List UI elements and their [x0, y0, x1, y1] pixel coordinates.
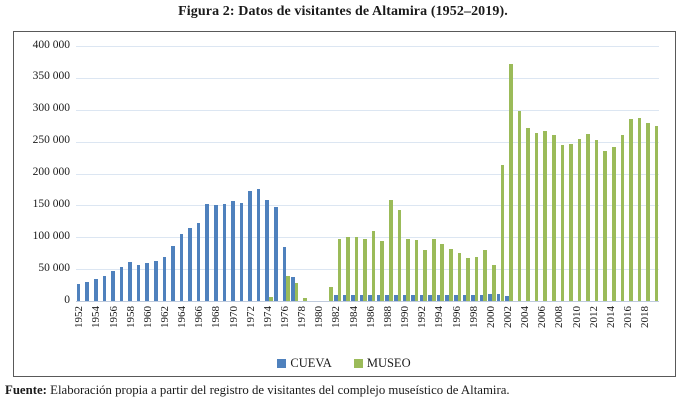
bar-cueva-1956 — [111, 271, 115, 301]
y-axis-label: 400 000 — [32, 38, 70, 51]
x-axis-label-2016: 2016 — [621, 306, 634, 328]
source-prefix: Fuente: — [5, 383, 47, 397]
bar-museo-2007 — [552, 135, 556, 301]
x-axis-label-1986: 1986 — [364, 306, 377, 328]
bar-museo-2008 — [561, 145, 565, 301]
x-axis-label-1978: 1978 — [296, 306, 309, 328]
x-axis-label-1970: 1970 — [227, 306, 240, 328]
x-axis-label-1956: 1956 — [107, 306, 120, 328]
gridline-250000 — [76, 142, 659, 143]
source-text: Elaboración propia a partir del registro de visitantes del complejo museístico de Altamira. — [46, 383, 510, 397]
bar-museo-1983 — [346, 237, 350, 301]
x-axis-label-2000: 2000 — [484, 306, 497, 328]
x-axis-label-1996: 1996 — [450, 306, 463, 328]
bar-museo-1976 — [286, 276, 290, 302]
bar-museo-2003 — [518, 111, 522, 301]
bar-cueva-1960 — [145, 263, 149, 301]
bar-cueva-1953 — [85, 282, 89, 301]
x-axis-label-2010: 2010 — [570, 306, 583, 328]
bar-museo-1986 — [372, 231, 376, 301]
x-axis-label-2012: 2012 — [587, 306, 600, 328]
bar-museo-2013 — [603, 151, 607, 301]
bar-museo-2005 — [535, 133, 539, 301]
bar-museo-2010 — [578, 139, 582, 301]
bar-museo-1995 — [449, 249, 453, 301]
x-axis-label-1964: 1964 — [176, 306, 189, 328]
bar-museo-1989 — [398, 210, 402, 301]
bar-museo-2001 — [501, 165, 505, 301]
bar-museo-2018 — [646, 123, 650, 302]
bar-cueva-1971 — [240, 203, 244, 301]
x-axis-line — [76, 301, 659, 302]
y-axis-label: 50 000 — [38, 261, 70, 274]
x-axis-label-2008: 2008 — [553, 306, 566, 328]
y-axis-label: 200 000 — [32, 166, 70, 178]
x-axis-label-1976: 1976 — [279, 306, 292, 328]
y-axis-label: 150 000 — [32, 197, 70, 210]
bar-museo-2015 — [621, 135, 625, 301]
legend-label-cueva: CUEVA — [290, 356, 332, 370]
bar-museo-1974 — [269, 297, 273, 301]
bar-museo-2002 — [509, 64, 513, 301]
x-axis-label-1952: 1952 — [73, 306, 86, 328]
y-axis-label: 350 000 — [32, 70, 70, 83]
bar-cueva-1962 — [163, 257, 167, 301]
x-axis-label-1972: 1972 — [244, 306, 257, 328]
x-axis-label-1968: 1968 — [210, 306, 223, 328]
bar-museo-1981 — [329, 287, 333, 301]
source-note — [5, 383, 681, 398]
bar-museo-1996 — [458, 253, 462, 301]
bar-museo-2016 — [629, 119, 633, 301]
x-axis-label-2014: 2014 — [604, 306, 617, 328]
bar-cueva-1974 — [265, 200, 269, 301]
bar-museo-1987 — [380, 241, 384, 301]
figure-title: Figura 2: Datos de visitantes de Altamira (1952–2019). — [178, 4, 508, 19]
legend — [14, 354, 674, 372]
x-axis-label-1990: 1990 — [399, 306, 412, 328]
bar-cueva-1955 — [103, 276, 107, 302]
museo-color-swatch — [354, 359, 363, 368]
x-axis-label-1998: 1998 — [467, 306, 480, 328]
bar-museo-1985 — [363, 239, 367, 301]
bar-cueva-1952 — [77, 284, 81, 301]
bar-museo-2009 — [569, 144, 573, 301]
x-axis-label-1994: 1994 — [433, 306, 446, 328]
bar-cueva-1973 — [257, 189, 261, 301]
bar-museo-2004 — [526, 128, 530, 301]
bar-museo-2006 — [543, 131, 547, 301]
x-axis-label-1962: 1962 — [159, 306, 172, 328]
bar-museo-1990 — [406, 239, 410, 301]
bar-museo-1998 — [475, 257, 479, 301]
x-axis-label-1980: 1980 — [313, 306, 326, 328]
x-axis-label-1960: 1960 — [141, 306, 154, 328]
bar-cueva-1959 — [137, 265, 141, 301]
bar-museo-1982 — [338, 239, 342, 301]
x-axis-label-2002: 2002 — [501, 306, 514, 328]
bar-cueva-1969 — [223, 204, 227, 301]
x-axis-label-2018: 2018 — [639, 306, 652, 328]
x-axis-label-1958: 1958 — [124, 306, 137, 328]
bar-cueva-1975 — [274, 207, 278, 301]
bar-museo-1978 — [303, 298, 307, 301]
x-axis-label-1984: 1984 — [347, 306, 360, 328]
bar-cueva-1966 — [197, 223, 201, 301]
bar-museo-1999 — [483, 250, 487, 301]
bar-museo-1997 — [466, 258, 470, 301]
bar-museo-1988 — [389, 200, 393, 301]
bar-museo-2017 — [638, 118, 642, 301]
x-axis-label-2006: 2006 — [536, 306, 549, 328]
bar-cueva-1965 — [188, 228, 192, 301]
bar-museo-2000 — [492, 265, 496, 301]
bar-cueva-1968 — [214, 205, 218, 301]
x-axis-label-2004: 2004 — [519, 306, 532, 328]
legend-label-museo: MUSEO — [366, 356, 411, 370]
y-axis-label: 300 000 — [32, 102, 70, 115]
bar-museo-1984 — [355, 237, 359, 301]
gridline-400000 — [76, 46, 659, 47]
bar-cueva-1970 — [231, 201, 235, 301]
bar-museo-1993 — [432, 239, 436, 301]
legend-item-museo — [354, 356, 411, 371]
bar-museo-1992 — [423, 250, 427, 301]
gridline-300000 — [76, 110, 659, 111]
bar-museo-2012 — [595, 140, 599, 301]
bar-cueva-1967 — [205, 204, 209, 301]
x-axis-label-1992: 1992 — [416, 306, 429, 328]
bar-cueva-1972 — [248, 191, 252, 301]
y-axis-label: 250 000 — [32, 134, 70, 147]
bar-cueva-1961 — [154, 261, 158, 301]
x-axis-label-1982: 1982 — [330, 306, 343, 328]
bar-cueva-1963 — [171, 246, 175, 301]
x-axis-label-1974: 1974 — [261, 306, 274, 328]
bar-museo-1977 — [295, 283, 299, 301]
bar-museo-1991 — [415, 240, 419, 301]
bar-cueva-1954 — [94, 279, 98, 301]
bar-museo-2011 — [586, 134, 590, 301]
legend-item-cueva — [277, 356, 331, 371]
bar-cueva-1958 — [128, 262, 132, 301]
x-axis-label-1988: 1988 — [381, 306, 394, 328]
chart — [13, 31, 676, 377]
x-axis-label-1966: 1966 — [193, 306, 206, 328]
y-axis-label: 100 000 — [32, 229, 70, 242]
bar-cueva-1964 — [180, 234, 184, 301]
bar-museo-2019 — [655, 126, 659, 301]
cueva-color-swatch — [277, 359, 286, 368]
gridline-350000 — [76, 78, 659, 79]
bar-cueva-1957 — [120, 267, 124, 301]
x-axis-label-1954: 1954 — [90, 306, 103, 328]
y-axis-label: 0 — [64, 293, 70, 306]
bar-museo-2014 — [612, 147, 616, 301]
bar-museo-1994 — [440, 244, 444, 301]
